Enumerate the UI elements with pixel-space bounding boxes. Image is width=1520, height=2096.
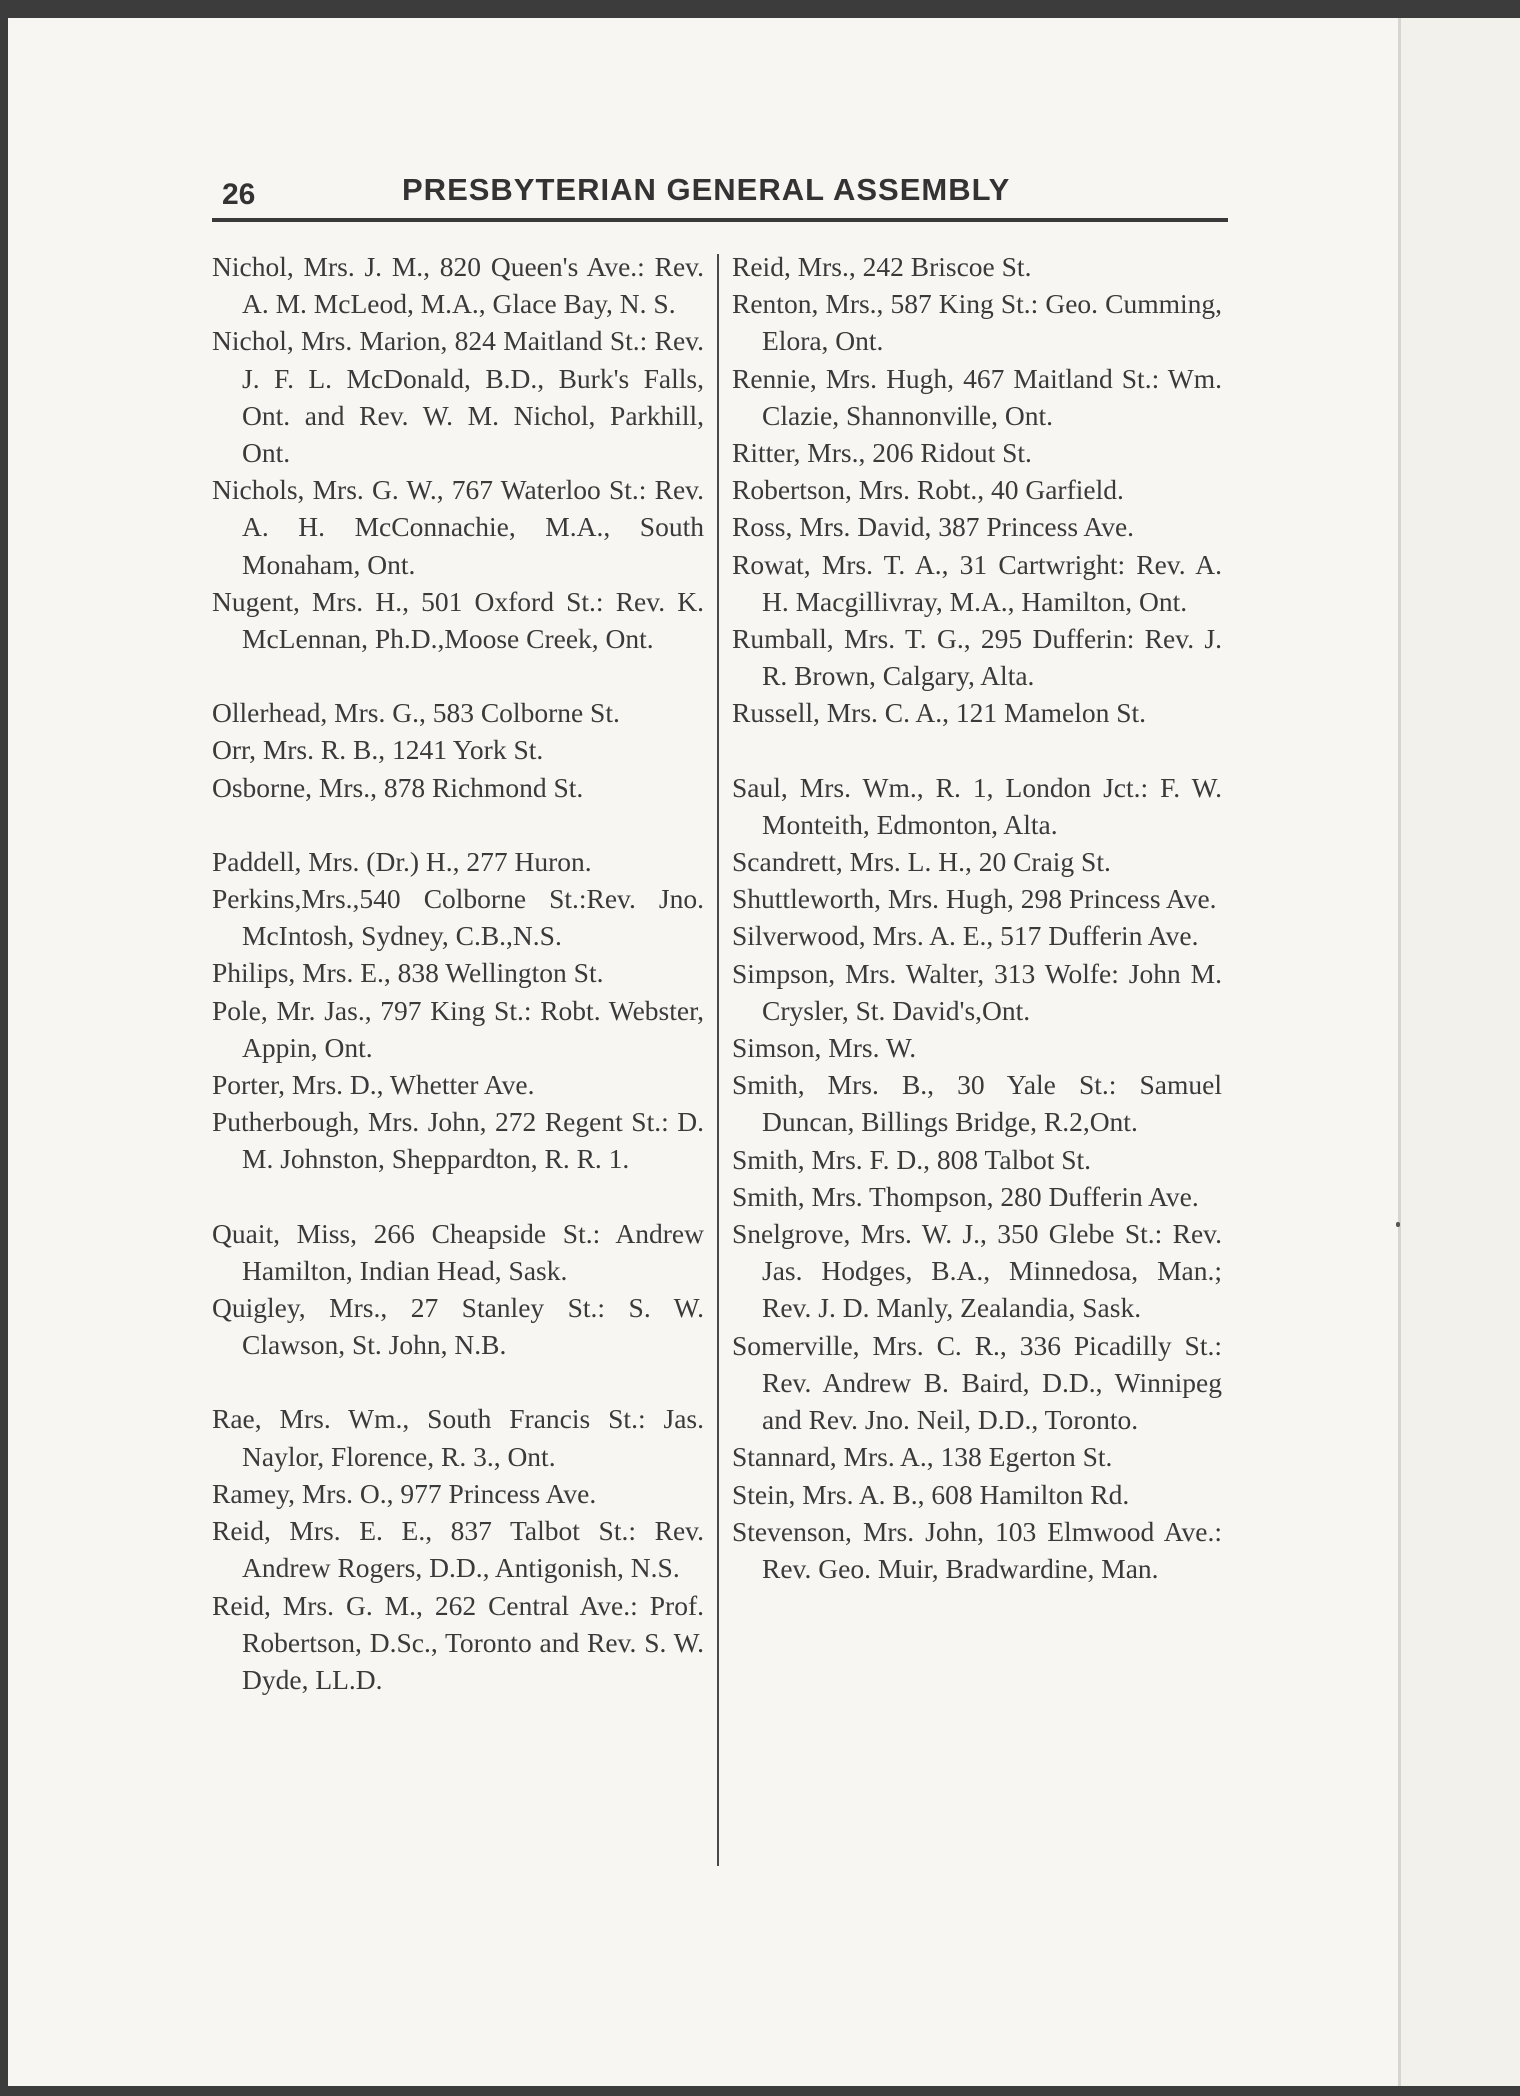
page-number: 26 [222,178,256,211]
directory-entry: Renton, Mrs., 587 King St.: Geo. Cumming, Elora, Ont. [732,288,1222,357]
directory-entry: Reid, Mrs., 242 Briscoe St. [732,251,1032,282]
directory-entry: Rumball, Mrs. T. G., 295 Dufferin: Rev. J. R. Brown, Calgary, Alta. [732,623,1222,692]
directory-entry: Osborne, Mrs., 878 Richmond St. [212,771,584,803]
section-gap [212,1178,704,1215]
directory-entry: Stevenson, Mrs. John, 103 Elmwood Ave.: Rev. Geo. Muir, Bradwardine, Man. [732,1515,1222,1584]
directory-entry: Russell, Mrs. C. A., 121 Mamelon St. [732,697,1147,729]
directory-entry: Porter, Mrs. D., Whetter Ave. [212,1069,535,1101]
directory-entry: Nugent, Mrs. H., 501 Oxford St.: Rev. K. McLennan, Ph.D.,Moose Creek, Ont. [212,585,704,655]
directory-entry: Somerville, Mrs. C. R., 336 Picadilly St.: Rev. Andrew B. Baird, D.D., Winnipeg and Rev. Jno. Neil, D.D., Toronto. [732,1329,1222,1436]
directory-entry: Smith, Mrs. B., 30 Yale St.: Samuel Duncan, Billings Bridge, R.2,Ont. [732,1069,1222,1138]
section-gap [212,1363,704,1400]
directory-entry: Putherbough, Mrs. John, 272 Regent St.: D. M. Johnston, Sheppardton, R. R. 1. [212,1106,704,1175]
directory-entry: Shuttleworth, Mrs. Hugh, 298 Princess Ave. [732,883,1217,915]
directory-entry: Quait, Miss, 266 Cheapside St.: Andrew Hamilton, Indian Head, Sask. [212,1217,704,1286]
directory-entry: Saul, Mrs. Wm., R. 1, London Jct.: F. W. Monteith, Edmonton, Alta. [732,771,1222,840]
directory-entry: Perkins,Mrs.,540 Colborne St.:Rev. Jno. McIntosh, Sydney, C.B.,N.S. [212,883,704,952]
directory-entry: Smith, Mrs. Thompson, 280 Dufferin Ave. [732,1180,1199,1212]
left-column [212,248,704,1698]
directory-entry: Smith, Mrs. F. D., 808 Talbot St. [732,1143,1092,1175]
facing-page-edge [1398,18,1520,2086]
directory-entry: Rae, Mrs. Wm., South Francis St.: Jas. Naylor, Florence, R. 3., Ont. [212,1403,704,1472]
directory-entry: Snelgrove, Mrs. W. J., 350 Glebe St.: Rev. Jas. Hodges, B.A., Minnedosa, Man.; Rev. J. D. Manly, Zealandia, Sask. [732,1218,1222,1324]
running-title: PRESBYTERIAN GENERAL ASSEMBLY [402,172,1011,207]
right-column [732,248,1222,1587]
directory-entry: Orr, Mrs. R. B., 1241 York St. [212,734,544,766]
directory-entry: Rowat, Mrs. T. A., 31 Cartwright: Rev. A. H. Macgillivray, M.A., Hamilton, Ont. [732,548,1222,617]
directory-entry: Nichol, Mrs. J. M., 820 Queen's Ave.: Rev. A. M. McLeod, M.A., Glace Bay, N. S. [212,251,704,320]
directory-entry: Silverwood, Mrs. A. E., 517 Dufferin Ave. [732,920,1199,952]
directory-entry: Ross, Mrs. David, 387 Princess Ave. [732,511,1135,543]
directory-entry: Robertson, Mrs. Robt., 40 Garfield. [732,474,1124,506]
directory-entry: Stein, Mrs. A. B., 608 Hamilton Rd. [732,1478,1130,1510]
directory-entry: Ritter, Mrs., 206 Ridout St. [732,437,1032,469]
directory-entry: Nichols, Mrs. G. W., 767 Waterloo St.: Rev. A. H. McConnachie, M.A., South Monaham, Ont. [212,474,704,580]
directory-entry: Simpson, Mrs. Walter, 313 Wolfe: John M. Crysler, St. David's,Ont. [732,957,1222,1026]
directory-entry: Stannard, Mrs. A., 138 Egerton St. [732,1441,1113,1473]
column-divider [717,254,719,1866]
directory-entry: Nichol, Mrs. Marion, 824 Maitland St.: Rev. J. F. L. McDonald, B.D., Burk's Falls, Ont. and Rev. W. M. Nichol, Parkhill, Ont. [212,325,704,469]
directory-entry: Scandrett, Mrs. L. H., 20 Craig St. [732,846,1111,878]
section-gap [212,657,704,694]
directory-entry: Paddell, Mrs. (Dr.) H., 277 Huron. [212,845,592,877]
page-header [212,170,1228,214]
directory-entry: Ollerhead, Mrs. G., 583 Colborne St. [212,697,620,729]
directory-entry: Philips, Mrs. E., 838 Wellington St. [212,957,604,989]
print-speck [1396,1222,1400,1227]
directory-entry: Rennie, Mrs. Hugh, 467 Maitland St.: Wm. Clazie, Shannonville, Ont. [732,362,1222,431]
directory-entry: Pole, Mr. Jas., 797 King St.: Robt. Webster, Appin, Ont. [212,994,704,1063]
directory-entry: Ramey, Mrs. O., 977 Princess Ave. [212,1477,597,1509]
section-gap [212,806,704,843]
header-rule [212,218,1228,222]
directory-entry: Simson, Mrs. W. [732,1032,917,1064]
directory-entry: Reid, Mrs. G. M., 262 Central Ave.: Prof. Robertson, D.Sc., Toronto and Rev. S. W. Dyde, LL.D. [212,1589,704,1695]
directory-entry: Quigley, Mrs., 27 Stanley St.: S. W. Clawson, St. John, N.B. [212,1292,704,1361]
section-gap [732,732,1222,769]
directory-entry: Reid, Mrs. E. E., 837 Talbot St.: Rev. Andrew Rogers, D.D., Antigonish, N.S. [212,1515,704,1584]
